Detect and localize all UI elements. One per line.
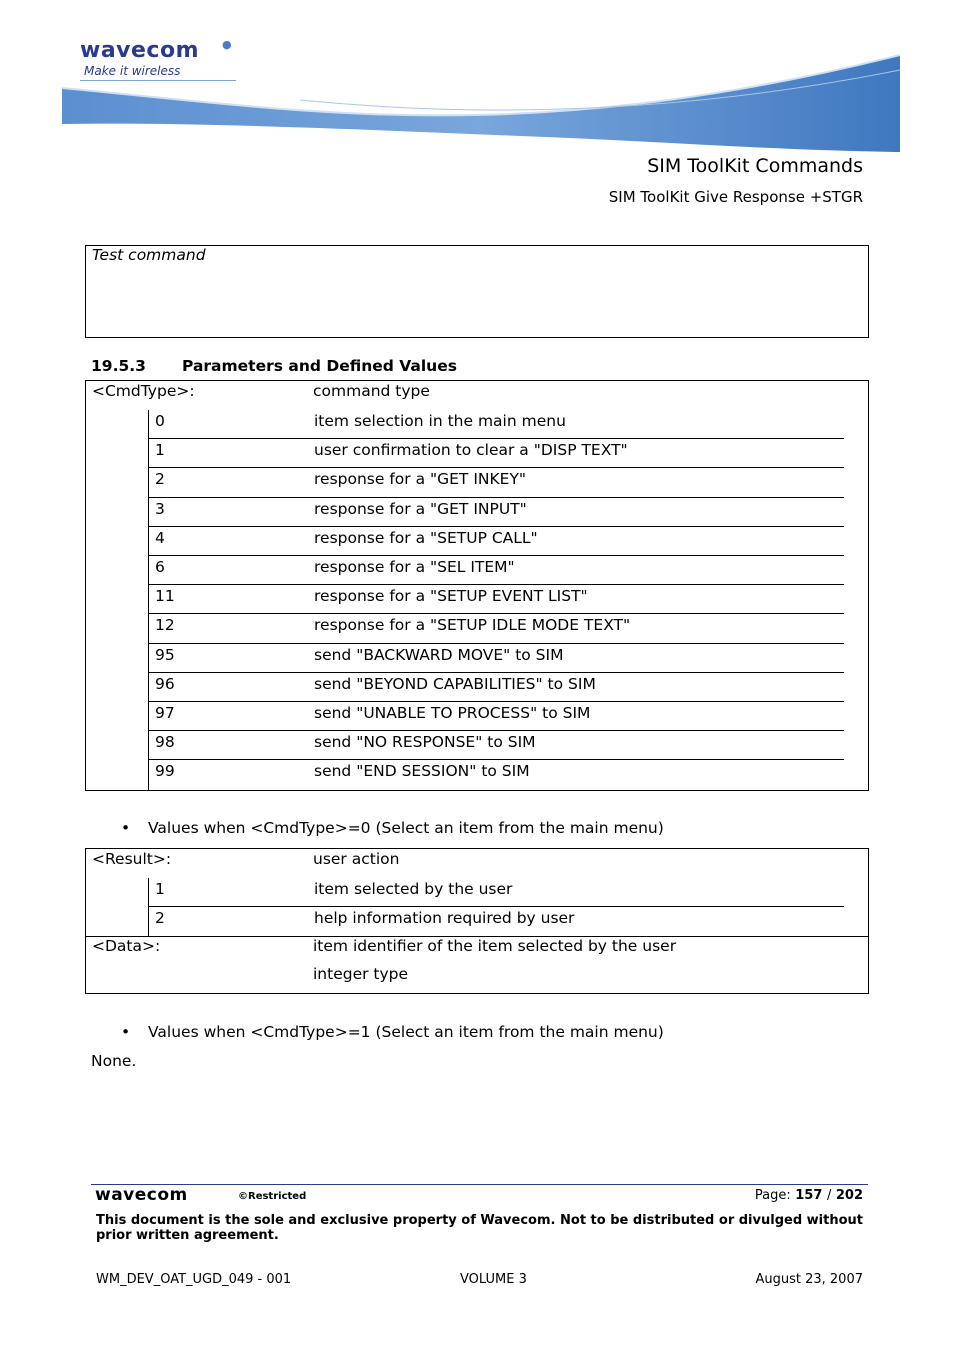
- value-cell: 1: [155, 441, 165, 460]
- value-desc: send "END SESSION" to SIM: [314, 762, 530, 781]
- section-heading: [91, 357, 457, 375]
- value-desc: response for a "SETUP EVENT LIST": [314, 587, 588, 606]
- value-cell: 11: [155, 587, 175, 606]
- value-cell: 96: [155, 674, 175, 693]
- section-title: SIM ToolKit Give Response +STGR: [608, 188, 863, 206]
- table-row: [149, 410, 844, 439]
- value-desc: item selected by the user: [314, 880, 513, 898]
- result-values: [148, 878, 844, 936]
- section-number: 19.5.3: [91, 357, 146, 375]
- param-name: <CmdType>:: [92, 382, 195, 400]
- volume-label: VOLUME 3: [460, 1272, 527, 1287]
- section-heading-title: Parameters and Defined Values: [182, 357, 457, 375]
- bullet-text: Values when <CmdType>=0 (Select an item from the main menu): [148, 819, 664, 837]
- value-cell: 1: [155, 880, 165, 898]
- result-header-row: [86, 849, 868, 878]
- cmdtype-table: [85, 380, 869, 791]
- bullet-cmdtype-1: [121, 1023, 664, 1041]
- value-desc: send "BACKWARD MOVE" to SIM: [314, 645, 564, 664]
- footer-wavecom-logo: wavecom: [95, 1185, 188, 1205]
- value-desc: response for a "GET INKEY": [314, 470, 527, 489]
- test-command-box: [85, 245, 869, 338]
- value-cell: 2: [155, 470, 165, 489]
- page-separator: /: [826, 1188, 832, 1203]
- value-cell: 2: [155, 909, 165, 928]
- wavecom-logo: wavecom: [80, 38, 200, 63]
- table-row: [149, 760, 844, 789]
- table-row: [149, 907, 844, 936]
- param-name: <Data>:: [92, 937, 161, 955]
- page-current: 157: [795, 1188, 823, 1203]
- param-description: item identifier of the item selected by the user: [313, 937, 677, 955]
- cmdtype-header-row: [86, 381, 868, 410]
- data-param-row: [86, 937, 868, 993]
- table-row: [149, 878, 844, 907]
- value-cell: 95: [155, 645, 175, 664]
- value-desc: response for a "SEL ITEM": [314, 557, 515, 576]
- value-desc: user confirmation to clear a "DISP TEXT": [314, 441, 628, 460]
- value-cell: 4: [155, 528, 165, 547]
- ownership-notice: This document is the sole and exclusive property of Wavecom. Not to be distributed or divulged without prior written agreement.: [96, 1213, 863, 1243]
- table-row: [149, 673, 844, 702]
- table-row: [149, 644, 844, 673]
- value-desc: send "NO RESPONSE" to SIM: [314, 733, 536, 752]
- table-row: [149, 498, 844, 527]
- param-type: integer type: [313, 965, 409, 983]
- value-desc: item selection in the main menu: [314, 412, 566, 430]
- bullet-icon: •: [121, 1023, 131, 1041]
- table-row: [149, 439, 844, 468]
- table-row: [149, 556, 844, 585]
- param-description: command type: [313, 382, 430, 400]
- logo-swirl-icon: ●: [222, 38, 232, 51]
- bullet-text: Values when <CmdType>=1 (Select an item from the main menu): [148, 1023, 664, 1041]
- result-table: [85, 848, 869, 994]
- table-row: [149, 468, 844, 497]
- table-row: [149, 702, 844, 731]
- value-cell: 3: [155, 499, 165, 518]
- table-row: [149, 527, 844, 556]
- value-cell: 99: [155, 762, 175, 781]
- value-desc: response for a "SETUP IDLE MODE TEXT": [314, 616, 631, 635]
- value-desc: response for a "SETUP CALL": [314, 528, 538, 547]
- table-row: [149, 731, 844, 760]
- value-cell: 97: [155, 703, 175, 722]
- param-name: <Result>:: [92, 850, 172, 868]
- value-desc: send "BEYOND CAPABILITIES" to SIM: [314, 674, 596, 693]
- bullet-icon: •: [121, 819, 131, 837]
- footer-rule: [91, 1184, 868, 1185]
- logo-underline: [80, 80, 236, 81]
- value-cell: 98: [155, 733, 175, 752]
- value-cell: 12: [155, 616, 175, 635]
- page-label: Page:: [754, 1188, 791, 1203]
- document-date: August 23, 2007: [755, 1272, 863, 1287]
- document-reference: WM_DEV_OAT_UGD_049 - 001: [96, 1272, 292, 1287]
- cmdtype-values: [148, 410, 844, 790]
- bullet-cmdtype-0: [121, 819, 664, 837]
- param-description: user action: [313, 850, 400, 868]
- table-row: [149, 614, 844, 643]
- page-number: [755, 1188, 863, 1203]
- chapter-title: SIM ToolKit Commands: [647, 155, 863, 177]
- logo-tagline: Make it wireless: [84, 64, 181, 78]
- restricted-label: ©Restricted: [238, 1191, 307, 1202]
- value-cell: 0: [155, 412, 165, 430]
- value-desc: help information required by user: [314, 909, 575, 928]
- value-desc: response for a "GET INPUT": [314, 499, 527, 518]
- table-row: [149, 585, 844, 614]
- none-text: None.: [91, 1052, 137, 1070]
- test-command-label: Test command: [92, 246, 206, 264]
- value-cell: 6: [155, 557, 165, 576]
- value-desc: send "UNABLE TO PROCESS" to SIM: [314, 703, 591, 722]
- page-total: 202: [835, 1188, 863, 1203]
